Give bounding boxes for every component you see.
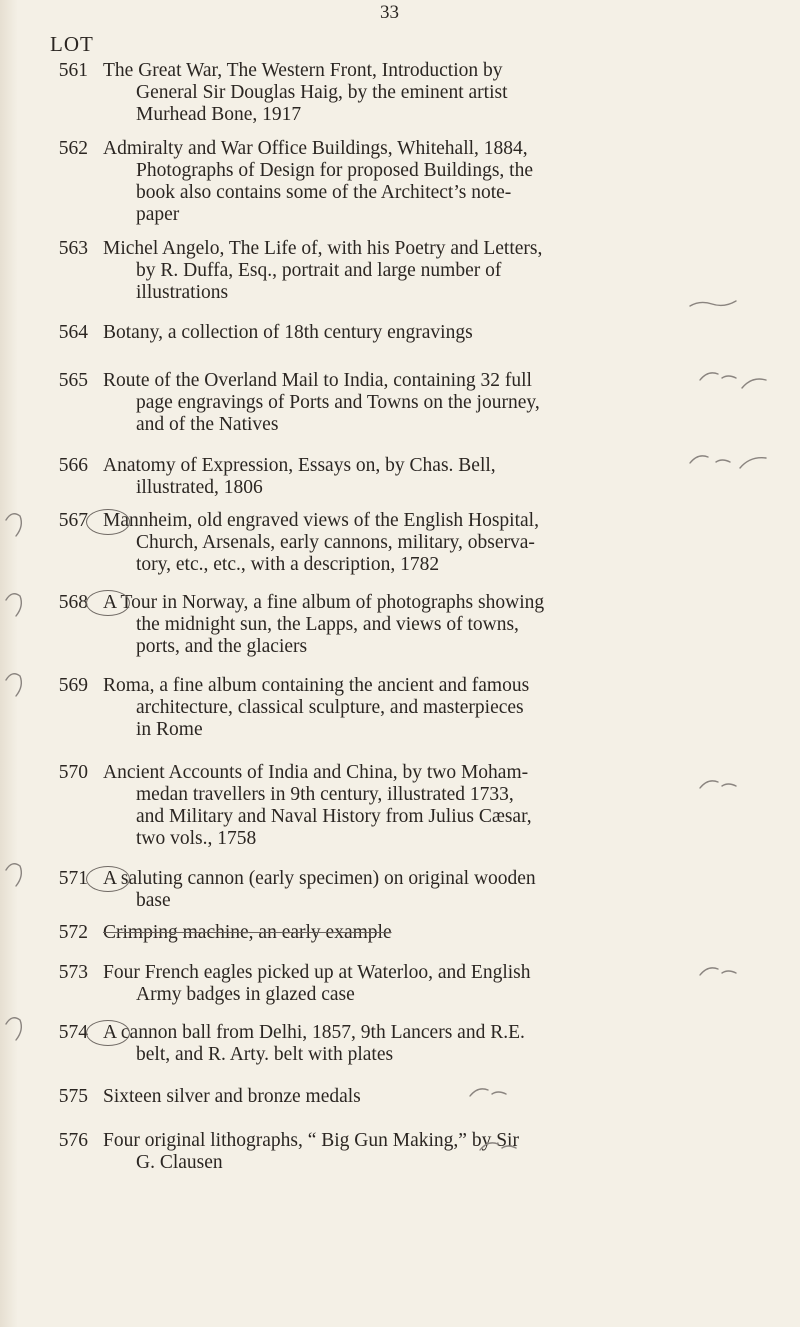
- description-line: Roma, a fine album containing the ancient and famous: [103, 675, 530, 696]
- description-line: Four French eagles picked up at Waterloo, and English: [103, 962, 531, 983]
- description-line: and of the Natives: [136, 414, 279, 435]
- lot-number: 562: [58, 138, 88, 159]
- description-line: Mannheim, old engraved views of the English Hospital,: [103, 510, 539, 531]
- description-line: in Rome: [136, 719, 203, 740]
- lot-number: 575: [58, 1086, 88, 1107]
- lot-number: 572: [58, 922, 88, 943]
- description-line: Murhead Bone, 1917: [136, 104, 302, 125]
- lot-number: 567: [58, 510, 88, 531]
- description-line: Crimping machine, an early example: [103, 922, 392, 943]
- description-line: A Tour in Norway, a fine album of photographs showing: [103, 592, 545, 613]
- description-line: General Sir Douglas Haig, by the eminent artist: [136, 82, 508, 103]
- description-line: belt, and R. Arty. belt with plates: [136, 1044, 394, 1065]
- description-line: paper: [136, 204, 180, 225]
- lot-number: 566: [58, 455, 88, 476]
- description-line: ports, and the glaciers: [136, 636, 308, 657]
- lot-number: 571: [58, 868, 88, 889]
- lot-number: 573: [58, 962, 88, 983]
- description-line: Ancient Accounts of India and China, by two Moham-: [103, 762, 529, 783]
- description-line: illustrated, 1806: [136, 477, 263, 498]
- description-line: Four original lithographs, “ Big Gun Making,” by Sir: [103, 1130, 519, 1151]
- description-line: and Military and Naval History from Julius Cæsar,: [136, 806, 532, 827]
- description-line: Church, Arsenals, early cannons, military, observa-: [136, 532, 535, 553]
- lot-number: 563: [58, 238, 88, 259]
- description-line: the midnight sun, the Lapps, and views of towns,: [136, 614, 519, 635]
- description-line: Army badges in glazed case: [136, 984, 355, 1005]
- description-line: architecture, classical sculpture, and masterpieces: [136, 697, 524, 718]
- page-number: 33: [380, 2, 399, 23]
- description-line: book also contains some of the Architect’s note-: [136, 182, 512, 203]
- description-line: G. Clausen: [136, 1152, 223, 1173]
- description-line: Michel Angelo, The Life of, with his Poetry and Letters,: [103, 238, 543, 259]
- lot-number: 569: [58, 675, 88, 696]
- lot-number: 561: [58, 60, 88, 81]
- description-line: base: [136, 890, 171, 911]
- description-line: Anatomy of Expression, Essays on, by Chas. Bell,: [103, 455, 496, 476]
- lot-number: 570: [58, 762, 88, 783]
- description-line: The Great War, The Western Front, Introduction by: [103, 60, 503, 81]
- lot-number: 576: [58, 1130, 88, 1151]
- description-line: two vols., 1758: [136, 828, 257, 849]
- lot-number: 564: [58, 322, 88, 343]
- description-line: page engravings of Ports and Towns on the journey,: [136, 392, 540, 413]
- lot-number: 568: [58, 592, 88, 613]
- description-line: by R. Duffa, Esq., portrait and large number of: [136, 260, 502, 281]
- lot-column-heading: LOT: [50, 32, 94, 56]
- description-line: Route of the Overland Mail to India, containing 32 full: [103, 370, 532, 391]
- description-line: A cannon ball from Delhi, 1857, 9th Lancers and R.E.: [103, 1022, 525, 1043]
- description-line: Admiralty and War Office Buildings, Whitehall, 1884,: [103, 138, 528, 159]
- lot-number: 565: [58, 370, 88, 391]
- description-line: Photographs of Design for proposed Buildings, the: [136, 160, 534, 181]
- description-line: A saluting cannon (early specimen) on original wooden: [103, 868, 536, 889]
- description-line: tory, etc., etc., with a description, 1782: [136, 554, 440, 575]
- description-line: medan travellers in 9th century, illustrated 1733,: [136, 784, 514, 805]
- lot-number: 574: [58, 1022, 88, 1043]
- description-line: Botany, a collection of 18th century engravings: [103, 322, 473, 343]
- description-line: illustrations: [136, 282, 229, 303]
- description-line: Sixteen silver and bronze medals: [103, 1086, 361, 1107]
